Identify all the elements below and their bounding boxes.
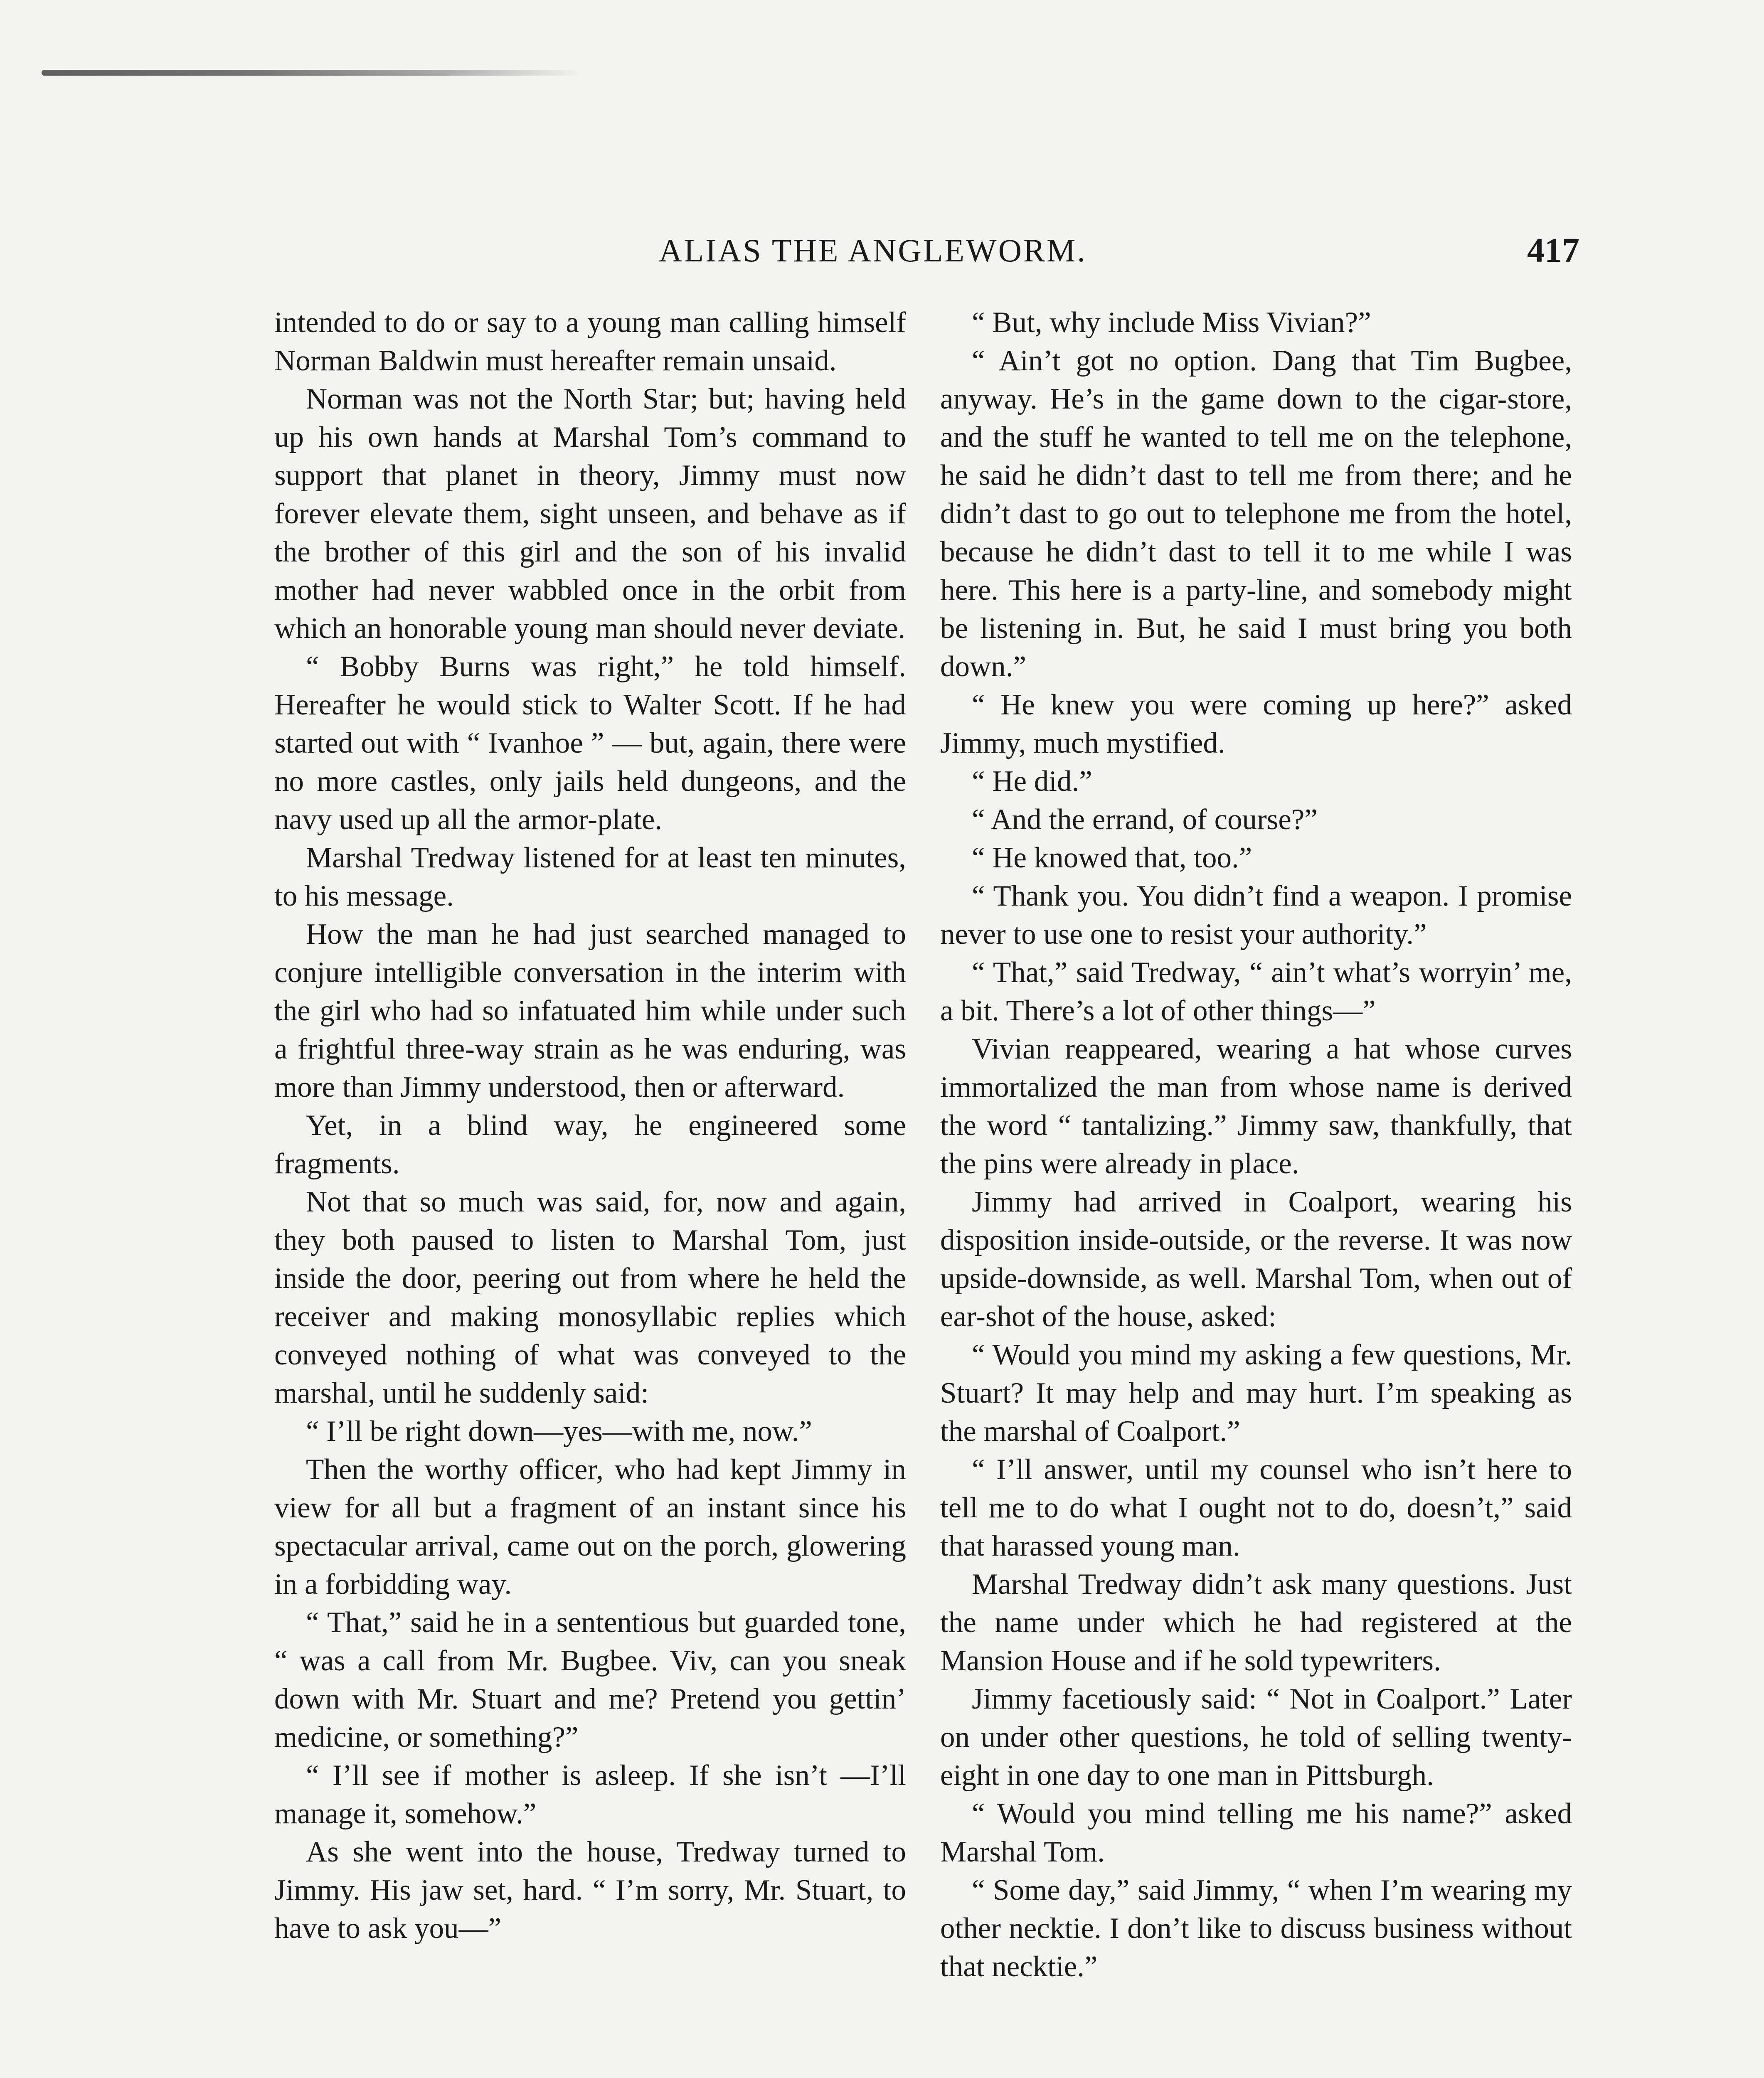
paragraph: Jimmy had arrived in Coalport, wearing his disposition inside-outside, or the reverse. It was now upside-downside, as well. Marshal Tom, when out of ear-shot of the house, asked:	[940, 1186, 1572, 1333]
scan-artifact-rule	[42, 70, 582, 76]
paragraph: Then the worthy officer, who had kept Jimmy in view for all but a fragment of an instant since his spectacular arrival, came out on the porch, glowering in a forbidding way.	[274, 1453, 906, 1600]
paragraph: Norman was not the North Star; but; having held up his own hands at Marshal Tom’s command to support that planet in theory, Jimmy must now forever elevate them, sight unseen, and behave as if the brother of this girl and the son of his invalid mother had never wabbled once in the orbit from which an honorable young man should never deviate.	[274, 383, 906, 645]
paragraph: “ I’ll see if mother is asleep. If she isn’t —I’ll manage it, somehow.”	[274, 1759, 906, 1830]
paragraph: Marshal Tredway listened for at least ten minutes, to his message.	[274, 842, 906, 912]
paragraph: “ He knowed that, too.”	[972, 842, 1252, 874]
paragraph: Marshal Tredway didn’t ask many questions. Just the name under which he had registered at the Mansion House and if he sold typewriters.	[940, 1568, 1572, 1677]
paragraph: “ Thank you. You didn’t find a weapon. I promise never to use one to resist your authority.”	[940, 880, 1572, 950]
paragraph: “ And the errand, of course?”	[972, 803, 1318, 836]
paragraph: “ Would you mind telling me his name?” asked Marshal Tom.	[940, 1797, 1572, 1868]
running-head	[270, 228, 1579, 273]
paragraph: Vivian reappeared, wearing a hat whose curves immortalized the man from whose name is derived the word “ tantalizing.” Jimmy saw, thankfully, that the pins were already in place.	[940, 1033, 1572, 1180]
paragraph: Yet, in a blind way, he engineered some fragments.	[274, 1109, 906, 1180]
paragraph: “ Would you mind my asking a few questions, Mr. Stuart? It may help and may hurt. I’m speaking as the marshal of Coalport.”	[940, 1339, 1572, 1448]
paragraph: “ I’ll be right down—yes—with me, now.”	[306, 1415, 812, 1448]
paragraph: “ He did.”	[972, 765, 1092, 798]
right-column	[940, 303, 1572, 1986]
left-column	[274, 303, 906, 1948]
running-title: ALIAS THE ANGLEWORM.	[659, 232, 1087, 268]
paragraph: “ Bobby Burns was right,” he told himself. Hereafter he would stick to Walter Scott. If he had started out with “ Ivanhoe ” — but, again, there were no more castles, only jails held dungeons, and the navy used up all the armor-plate.	[274, 650, 906, 836]
paragraph: intended to do or say to a young man calling himself Norman Baldwin must hereafter remain unsaid.	[274, 306, 906, 377]
paragraph: Jimmy facetiously said: “ Not in Coalport.” Later on under other questions, he told of selling twenty-eight in one day to one man in Pittsburgh.	[940, 1683, 1572, 1792]
paragraph: “ I’ll answer, until my counsel who isn’t here to tell me to do what I ought not to do, doesn’t,” said that harassed young man.	[940, 1453, 1572, 1562]
page-number: 417	[1527, 231, 1579, 270]
paragraph: As she went into the house, Tredway turned to Jimmy. His jaw set, hard. “ I’m sorry, Mr. Stuart, to have to ask you—”	[274, 1836, 906, 1945]
paragraph: “ Some day,” said Jimmy, “ when I’m wearing my other necktie. I don’t like to discuss business without that necktie.”	[940, 1874, 1572, 1983]
paragraph: “ That,” said he in a sententious but guarded tone, “ was a call from Mr. Bugbee. Viv, can you sneak down with Mr. Stuart and me? Pretend you gettin’ medicine, or something?”	[274, 1606, 906, 1753]
paragraph: “ Ain’t got no option. Dang that Tim Bugbee, anyway. He’s in the game down to the cigar-store, and the stuff he wanted to tell me on the telephone, he said he didn’t dast to tell me from there; and he didn’t dast to go out to telephone me from the hotel, because he didn’t dast to tell it to me while I was here. This here is a party-line, and somebody might be listening in. But, he said I must bring you both down.”	[940, 345, 1572, 683]
paragraph: Not that so much was said, for, now and again, they both paused to listen to Marshal Tom, just inside the door, peering out from where he held the receiver and making monosyllabic replies which conveyed nothing of what was conveyed to the marshal, until he suddenly said:	[274, 1186, 906, 1409]
paragraph: How the man he had just searched managed to conjure intelligible conversation in the interim with the girl who had so infatuated him while under such a frightful three-way strain as he was enduring, was more than Jimmy understood, then or afterward.	[274, 918, 906, 1103]
paragraph: “ But, why include Miss Vivian?”	[972, 306, 1371, 339]
paragraph: “ He knew you were coming up here?” asked Jimmy, much mystified.	[940, 689, 1572, 759]
paragraph: “ That,” said Tredway, “ ain’t what’s worryin’ me, a bit. There’s a lot of other things—”	[940, 956, 1572, 1027]
